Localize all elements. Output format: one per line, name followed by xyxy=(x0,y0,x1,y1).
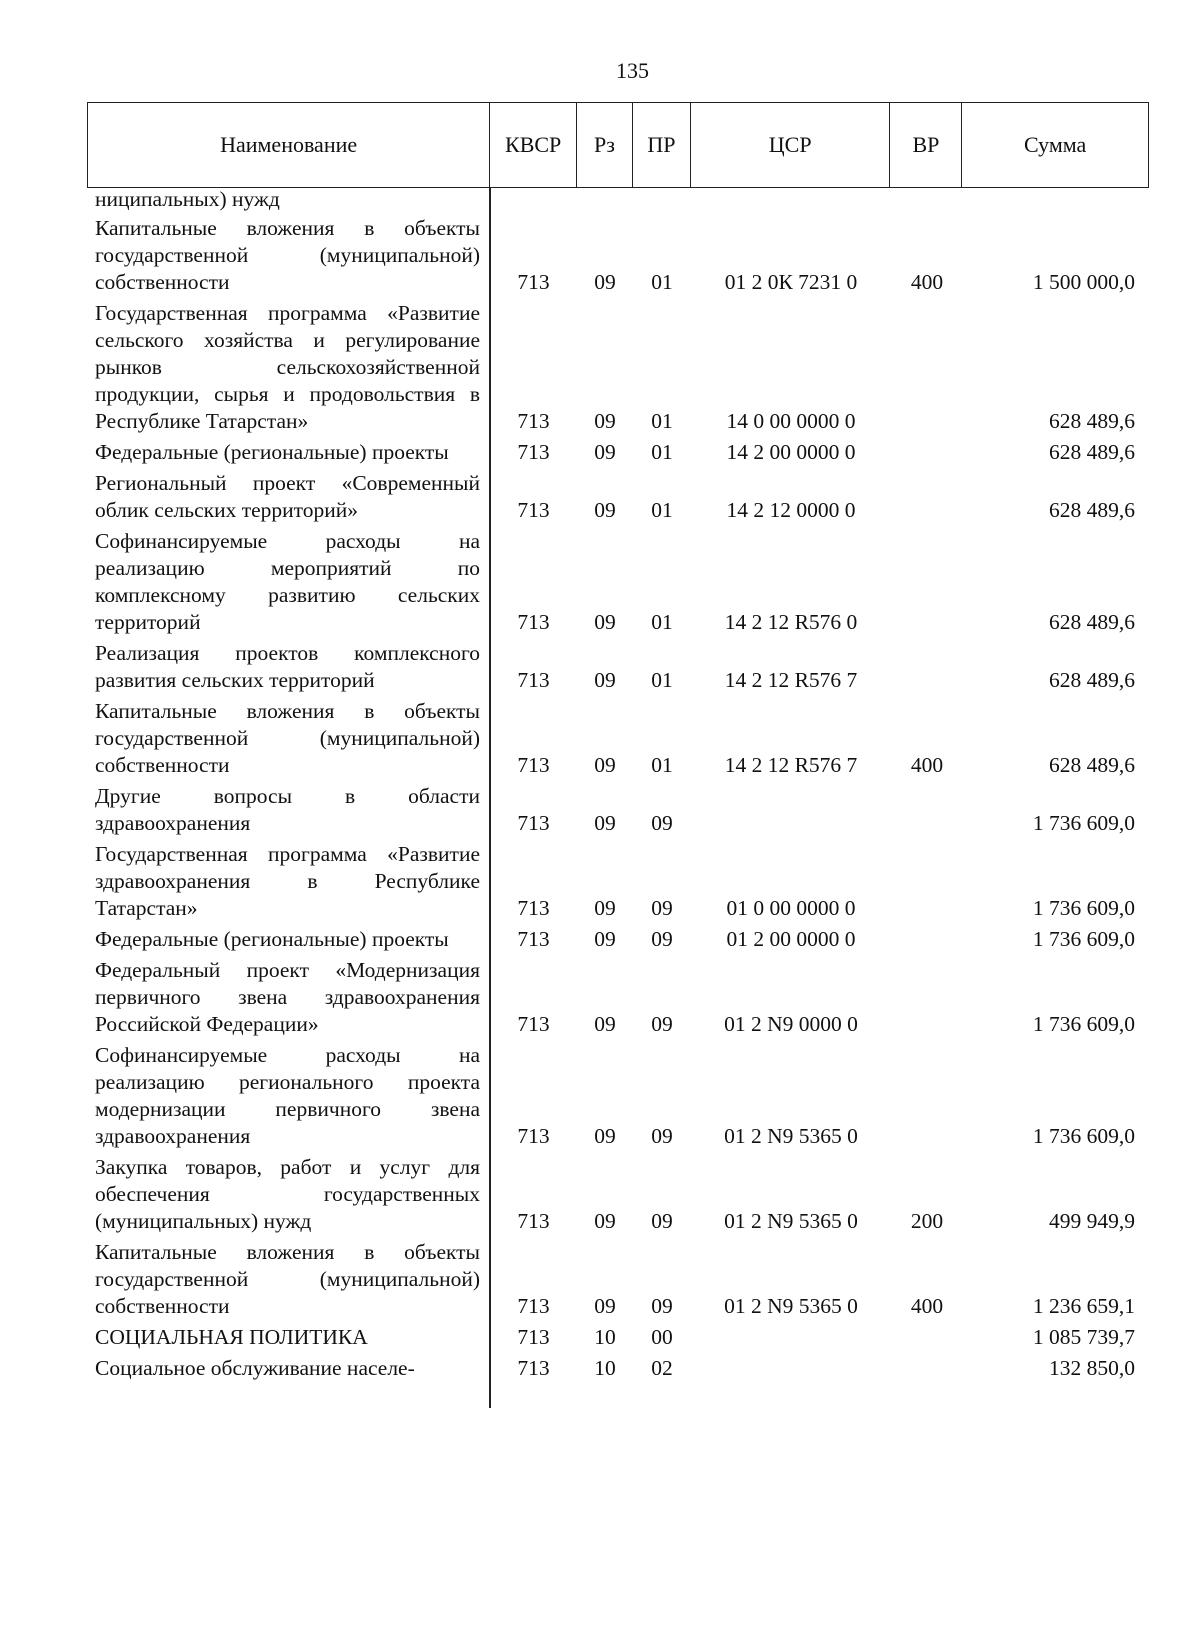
row-pr: 09 xyxy=(651,927,673,951)
row-rz: 09 xyxy=(594,440,616,464)
row-kvsr: 713 xyxy=(517,610,550,634)
row-pr: 01 xyxy=(651,668,673,692)
row-kvsr: 713 xyxy=(517,811,550,835)
row-pr: 09 xyxy=(651,1209,673,1233)
row-sum: 1 236 659,1 xyxy=(1032,1294,1135,1318)
row-name: Федеральные (региональные) проекты xyxy=(95,440,449,464)
row-csr: 01 2 N9 5365 0 xyxy=(724,1294,858,1318)
row-name: Капитальные вложения в объекты государственной (муниципальной) собственности xyxy=(95,699,480,777)
row-name: Софинансируемые расходы на реализацию регионального проекта модернизации первичного звена здравоохранения xyxy=(95,1043,480,1148)
row-pr: 02 xyxy=(651,1356,673,1380)
row-pr: 01 xyxy=(651,440,673,464)
row-csr: 01 2 0К 7231 0 xyxy=(724,270,858,294)
header-rz: Рз xyxy=(577,103,633,187)
row-rz: 09 xyxy=(594,610,616,634)
row-pr: 09 xyxy=(651,1012,673,1036)
row-pr: 01 xyxy=(651,270,673,294)
row-vr: 400 xyxy=(910,753,944,777)
table-body xyxy=(87,186,1149,1386)
row-csr: 01 2 N9 0000 0 xyxy=(724,1012,858,1036)
row-rz: 09 xyxy=(594,409,616,433)
header-vr: ВР xyxy=(890,103,962,187)
row-sum: 132 850,0 xyxy=(1049,1356,1135,1380)
row-rz: 09 xyxy=(594,927,616,951)
row-kvsr: 713 xyxy=(517,498,550,522)
row-pr: 09 xyxy=(651,1124,673,1148)
row-name: СОЦИАЛЬНАЯ ПОЛИТИКА xyxy=(95,1325,368,1349)
row-kvsr: 713 xyxy=(517,1209,550,1233)
row-sum: 499 949,9 xyxy=(1049,1209,1135,1233)
row-name: Капитальные вложения в объекты государственной (муниципальной) собственности xyxy=(95,1240,480,1318)
table-row xyxy=(87,926,1149,953)
row-vr: 400 xyxy=(910,270,944,294)
row-pr: 01 xyxy=(651,409,673,433)
row-kvsr: 713 xyxy=(517,896,550,920)
row-csr: 14 2 00 0000 0 xyxy=(726,440,856,464)
row-name: Государственная программа «Развитие здравоохранения в Республике Татарстан» xyxy=(95,842,480,920)
header-pr: ПР xyxy=(633,103,691,187)
row-vr: 200 xyxy=(910,1209,944,1233)
header-kvsr: КВСР xyxy=(490,103,577,187)
row-rz: 09 xyxy=(594,1294,616,1318)
row-csr: 14 2 12 0000 0 xyxy=(726,498,856,522)
table-row xyxy=(87,528,1149,636)
table-row xyxy=(87,439,1149,466)
row-sum: 628 489,6 xyxy=(1049,610,1135,634)
row-sum: 628 489,6 xyxy=(1049,498,1135,522)
row-rz: 09 xyxy=(594,1209,616,1233)
row-kvsr: 713 xyxy=(517,927,550,951)
header-name: Наименование xyxy=(88,103,490,187)
table-row xyxy=(87,783,1149,837)
row-csr: 01 0 00 0000 0 xyxy=(726,896,856,920)
row-rz: 09 xyxy=(594,1124,616,1148)
row-csr: 01 2 N9 5365 0 xyxy=(724,1124,858,1148)
table-row xyxy=(87,1355,1149,1382)
table-header xyxy=(87,102,1149,188)
row-name: Другие вопросы в области здравоохранения xyxy=(95,784,480,835)
row-pr: 09 xyxy=(651,896,673,920)
row-rz: 09 xyxy=(594,753,616,777)
row-name: Региональный проект «Современный облик сельских территорий» xyxy=(95,471,480,522)
row-rz: 09 xyxy=(594,270,616,294)
row-pr: 01 xyxy=(651,610,673,634)
row-kvsr: 713 xyxy=(517,1356,550,1380)
row-pr: 00 xyxy=(651,1325,673,1349)
row-vr: 400 xyxy=(910,1294,944,1318)
header-sum: Сумма xyxy=(1024,132,1087,157)
row-sum: 628 489,6 xyxy=(1049,409,1135,433)
row-kvsr: 713 xyxy=(517,409,550,433)
row-name: Закупка товаров, работ и услуг для обеспечения государственных (муниципальных) нужд xyxy=(95,1155,480,1233)
row-rz: 09 xyxy=(594,498,616,522)
header-csr: ЦСР xyxy=(691,103,891,187)
row-sum: 628 489,6 xyxy=(1049,668,1135,692)
table-row xyxy=(87,1154,1149,1235)
row-kvsr: 713 xyxy=(517,440,550,464)
row-pr: 09 xyxy=(651,1294,673,1318)
row-name: Капитальные вложения в объекты государственной (муниципальной) собственности xyxy=(95,216,480,294)
row-kvsr: 713 xyxy=(517,1012,550,1036)
table-row xyxy=(87,470,1149,524)
row-sum: 1 736 609,0 xyxy=(1032,927,1135,951)
row-csr: 14 2 12 R576 0 xyxy=(724,610,858,634)
table-row xyxy=(87,640,1149,694)
row-csr: 01 2 N9 5365 0 xyxy=(724,1209,858,1233)
row-kvsr: 713 xyxy=(517,1325,550,1349)
row-sum: 1 736 609,0 xyxy=(1032,811,1135,835)
table-row xyxy=(87,698,1149,779)
table-row xyxy=(87,957,1149,1038)
row-sum: 628 489,6 xyxy=(1049,440,1135,464)
table-row xyxy=(87,841,1149,922)
row-csr: 14 0 00 0000 0 xyxy=(726,409,856,433)
row-kvsr: 713 xyxy=(517,270,550,294)
row-name: Реализация проектов комплексного развития сельских территорий xyxy=(95,641,480,692)
row-name: Государственная программа «Развитие сельского хозяйства и регулирование рынков сельскохозяйственной продукции, сырья и продовольствия в Республике Татарстан» xyxy=(95,301,480,433)
row-csr: 14 2 12 R576 7 xyxy=(724,753,858,777)
row-rz: 09 xyxy=(594,1012,616,1036)
row-name: Софинансируемые расходы на реализацию мероприятий по комплексному развитию сельских территорий xyxy=(95,529,480,634)
row-sum: 1 736 609,0 xyxy=(1032,1012,1135,1036)
row-kvsr: 713 xyxy=(517,1294,550,1318)
table-row xyxy=(87,300,1149,435)
row-sum: 1 500 000,0 xyxy=(1032,270,1135,294)
row-kvsr: 713 xyxy=(517,668,550,692)
row-name: Социальное обслуживание населе- xyxy=(95,1356,415,1380)
row-name: Федеральный проект «Модернизация первичного звена здравоохранения Российской Федерации» xyxy=(95,958,480,1036)
table-row xyxy=(87,1042,1149,1150)
row-csr: 14 2 12 R576 7 xyxy=(724,668,858,692)
row-pr: 01 xyxy=(651,753,673,777)
row-sum: 628 489,6 xyxy=(1049,753,1135,777)
table-row xyxy=(87,186,1149,213)
row-rz: 09 xyxy=(594,896,616,920)
table-row xyxy=(87,1239,1149,1320)
row-pr: 09 xyxy=(651,811,673,835)
row-rz: 10 xyxy=(594,1325,616,1349)
row-kvsr: 713 xyxy=(517,753,550,777)
table-row xyxy=(87,215,1149,296)
row-sum: 1 736 609,0 xyxy=(1032,896,1135,920)
row-rz: 10 xyxy=(594,1356,616,1380)
row-sum: 1 736 609,0 xyxy=(1032,1124,1135,1148)
row-rz: 09 xyxy=(594,811,616,835)
row-name: ниципальных) нужд xyxy=(95,187,280,211)
row-rz: 09 xyxy=(594,668,616,692)
row-kvsr: 713 xyxy=(517,1124,550,1148)
table-row xyxy=(87,1324,1149,1351)
page-number: 135 xyxy=(616,58,649,83)
row-csr: 01 2 00 0000 0 xyxy=(726,927,856,951)
row-name: Федеральные (региональные) проекты xyxy=(95,927,449,951)
row-sum: 1 085 739,7 xyxy=(1032,1325,1135,1349)
row-pr: 01 xyxy=(651,498,673,522)
